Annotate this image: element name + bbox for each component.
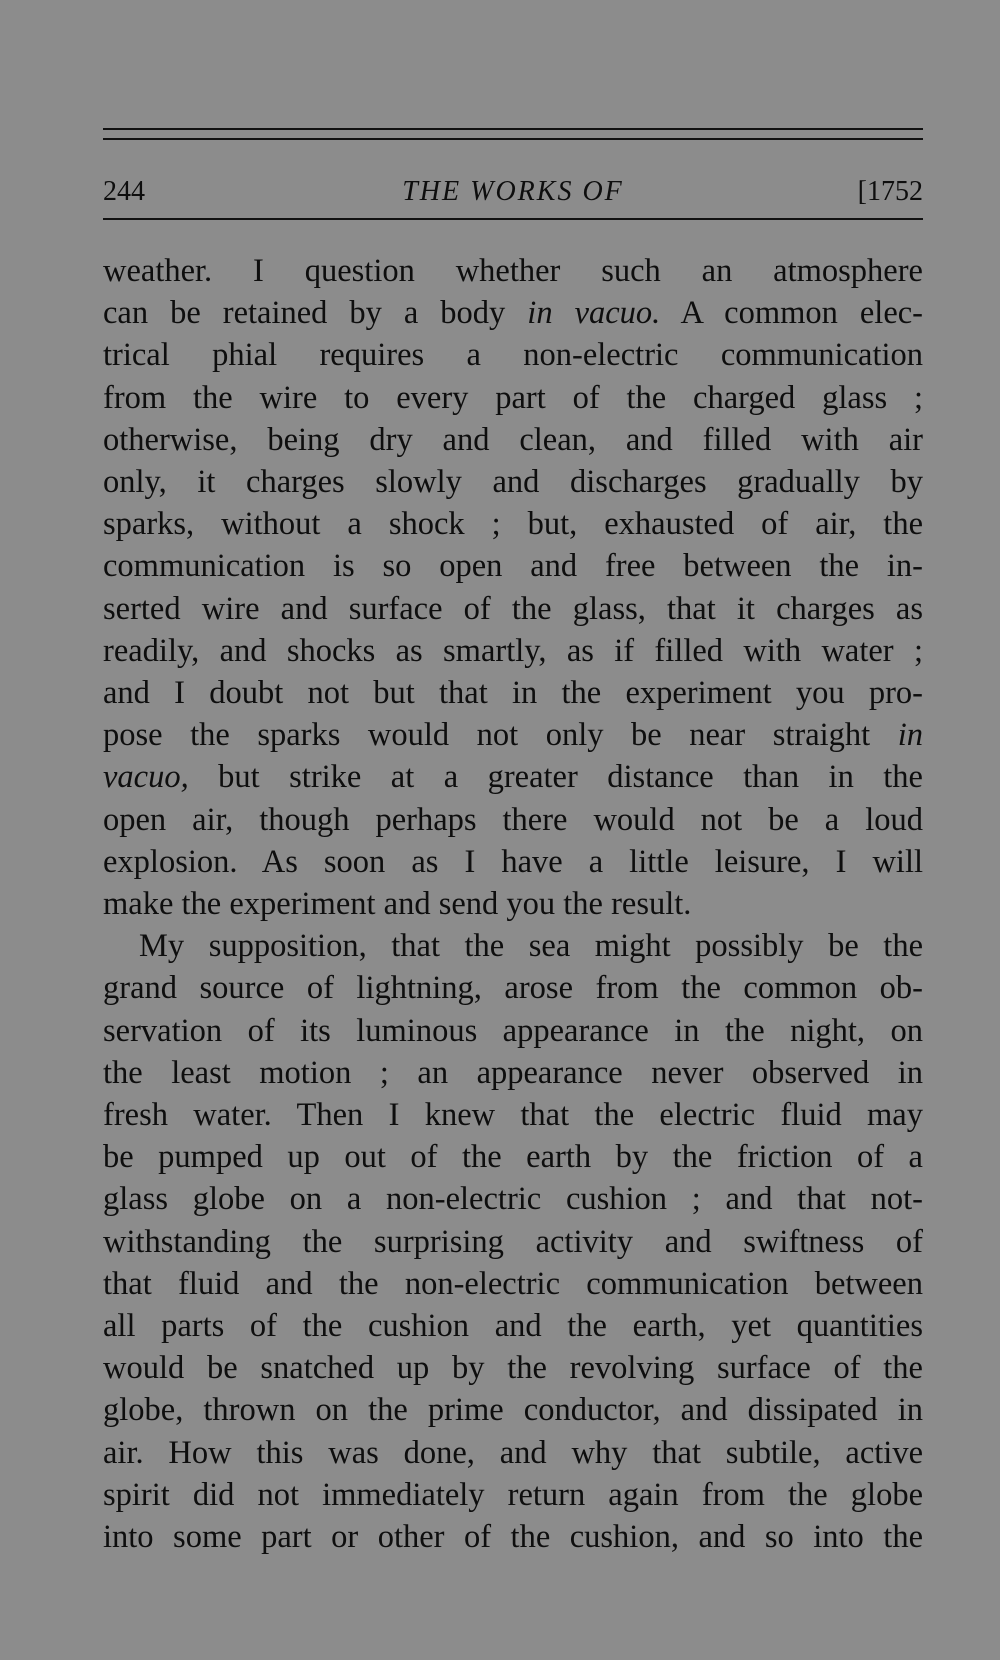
text-line: readily, and shocks as smartly, as if filled with water ;: [103, 632, 923, 669]
book-page: [103, 128, 923, 1558]
text-line: servation of its luminous appearance in the night, on: [103, 1012, 923, 1049]
text-line: pose the sparks would not only be near straight in: [103, 717, 923, 754]
text-line: from the wire to every part of the charged glass ;: [103, 379, 923, 416]
text-line: make the experiment and send you the result.: [103, 886, 692, 923]
italic-phrase: in: [897, 717, 923, 754]
text-line: communication is so open and free between the in-: [103, 548, 923, 585]
running-title: THE WORKS OF: [402, 176, 624, 207]
top-double-rule: [103, 128, 923, 140]
text-line: can be retained by a body in vacuo. A common elec-: [103, 295, 924, 332]
text-line: would be snatched up by the revolving surface of the: [103, 1350, 923, 1387]
page-number: 244: [103, 176, 145, 207]
text-line: glass globe on a non-electric cushion ; and that not-: [103, 1181, 923, 1218]
header-rule: [103, 218, 923, 220]
text-line: fresh water. Then I knew that the electric fluid may: [103, 1097, 923, 1134]
text-line: vacuo, but strike at a greater distance than in the: [103, 759, 923, 796]
text-line: My supposition, that the sea might possibly be the: [139, 928, 923, 965]
text-line: open air, though perhaps there would not be a loud: [103, 801, 923, 838]
italic-phrase: vacuo,: [103, 759, 189, 796]
body-text: [103, 250, 923, 1558]
italic-phrase: in vacuo.: [527, 295, 661, 332]
text-line: air. How this was done, and why that subtile, active: [103, 1434, 923, 1471]
text-line: into some part or other of the cushion, and so into the: [103, 1519, 923, 1556]
text-line: be pumped up out of the earth by the friction of a: [103, 1139, 923, 1176]
text-line: withstanding the surprising activity and swiftness of: [103, 1223, 923, 1260]
text-line: globe, thrown on the prime conductor, and dissipated in: [103, 1392, 923, 1429]
text-line: trical phial requires a non-electric communication: [103, 337, 923, 374]
text-line: all parts of the cushion and the earth, yet quantities: [103, 1308, 923, 1345]
year-bracket: [1752: [857, 176, 923, 207]
running-head: [103, 140, 923, 207]
text-line: explosion. As soon as I have a little leisure, I will: [103, 843, 923, 880]
text-line: only, it charges slowly and discharges gradually by: [103, 464, 923, 501]
text-line: the least motion ; an appearance never observed in: [103, 1054, 923, 1091]
text-line: and I doubt not but that in the experiment you pro-: [103, 675, 923, 712]
text-line: sparks, without a shock ; but, exhausted of air, the: [103, 506, 923, 543]
text-line: otherwise, being dry and clean, and filled with air: [103, 421, 923, 458]
text-line: weather. I question whether such an atmosphere: [103, 253, 923, 289]
text-line: that fluid and the non-electric communication between: [103, 1265, 923, 1302]
text-line: spirit did not immediately return again from the globe: [103, 1476, 923, 1513]
text-line: serted wire and surface of the glass, that it charges as: [103, 590, 923, 627]
text-line: grand source of lightning, arose from the common ob-: [103, 970, 923, 1007]
